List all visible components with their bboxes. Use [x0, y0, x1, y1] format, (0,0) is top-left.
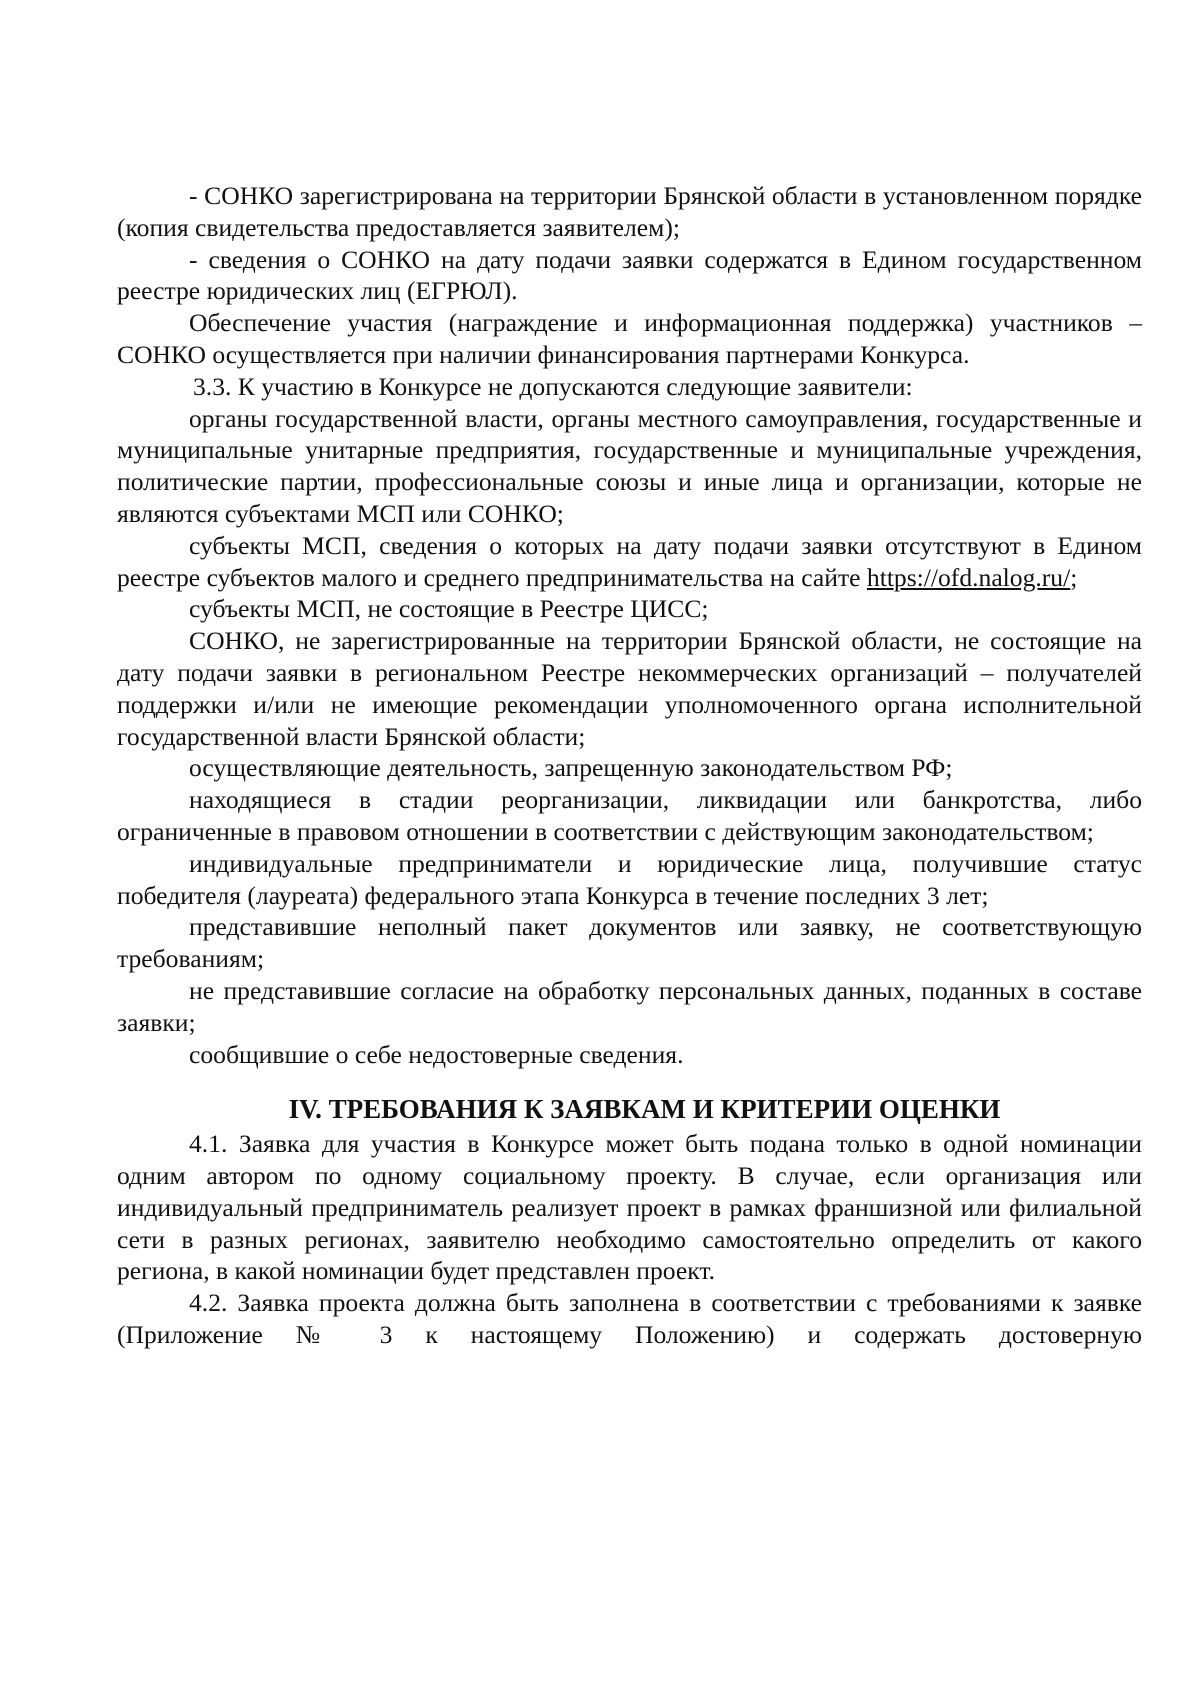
- paragraph-participation-support: Обеспечение участия (награждение и информационная поддержка) участников – СОНКО осуществляется при наличии финансирования партнерами Конкурса.: [117, 308, 1142, 369]
- paragraph-excluded-reorganization: находящиеся в стадии реорганизации, ликвидации или банкротства, либо ограниченные в правовом отношении в соответствии с действующим законодательством;: [117, 785, 1142, 846]
- paragraph-excluded-winners: индивидуальные предприниматели и юридические лица, получившие статус победителя (лауреата) федерального этапа Конкурса в течение последних 3 лет;: [117, 848, 1142, 910]
- paragraph-excluded-sonko: СОНКО, не зарегистрированные на территории Брянской области, не состоящие на дату подачи заявки в региональном Реестре некоммерческих организаций – получателей поддержки и/или не имеющие рекомендации уполномоченного органа исполнительной государственной власти Брянской области;: [117, 626, 1142, 751]
- paragraph-punctuation: ;: [1070, 562, 1078, 592]
- paragraph-text: субъекты МСП, сведения о которых на дату подачи заявки отсутствуют в Едином реестре субъектов малого и среднего предпринимательства на сайте: [117, 530, 1142, 592]
- section-heading: IV. ТРЕБОВАНИЯ К ЗАЯВКАМ И КРИТЕРИИ ОЦЕНКИ: [288, 1094, 1001, 1125]
- paragraph-excluded-authorities: органы государственной власти, органы местного самоуправления, государственные и муниципальные унитарные предприятия, государственные и муниципальные учреждения, политические партии, профессиональные союзы и иные лица и организации, которые не являются субъектами МСП или СОНКО;: [117, 403, 1142, 528]
- paragraph-excluded-no-consent: не представившие согласие на обработку персональных данных, поданных в составе заявки;: [117, 975, 1142, 1037]
- paragraph-excluded-illegal: осуществляющие деятельность, запрещенную законодательством РФ;: [189, 753, 953, 783]
- paragraph-sonko-registered: - СОНКО зарегистрирована на территории Брянской области в установленном порядке (копия свидетельства предоставляется заявителем);: [117, 181, 1142, 242]
- paragraph-excluded-false-info: сообщившие о себе недостоверные сведения.: [189, 1039, 684, 1069]
- paragraph-excluded-ciss: субъекты МСП, не состоящие в Реестре ЦИСС;: [189, 594, 709, 624]
- paragraph-4-2: 4.2. Заявка проекта должна быть заполнена в соответствии с требованиями к заявке (Приложение № 3 к настоящему Положению) и содержать достоверную: [117, 1288, 1142, 1349]
- paragraph-4-1: 4.1. Заявка для участия в Конкурсе может быть подана только в одной номинации одним автором по одному социальному проекту. В случае, если организация или индивидуальный предприниматель реализует проект в рамках франшизной или филиальной сети в разных регионах, заявителю необходимо самостоятельно определить от какого региона, в какой номинации будет представлен проект.: [117, 1129, 1142, 1286]
- paragraph-excluded-msp-registry: [117, 530, 1142, 594]
- ofd-nalog-link[interactable]: https://ofd.nalog.ru/: [866, 562, 1071, 592]
- paragraph-3-3-heading: 3.3. К участию в Конкурсе не допускаются следующие заявители:: [193, 371, 913, 401]
- paragraph-excluded-incomplete: представившие неполный пакет документов или заявку, не соответствующую требованиям;: [117, 912, 1142, 974]
- paragraph-sonko-egrul: - сведения о СОНКО на дату подачи заявки содержатся в Едином государственном реестре юридических лиц (ЕГРЮЛ).: [117, 244, 1142, 306]
